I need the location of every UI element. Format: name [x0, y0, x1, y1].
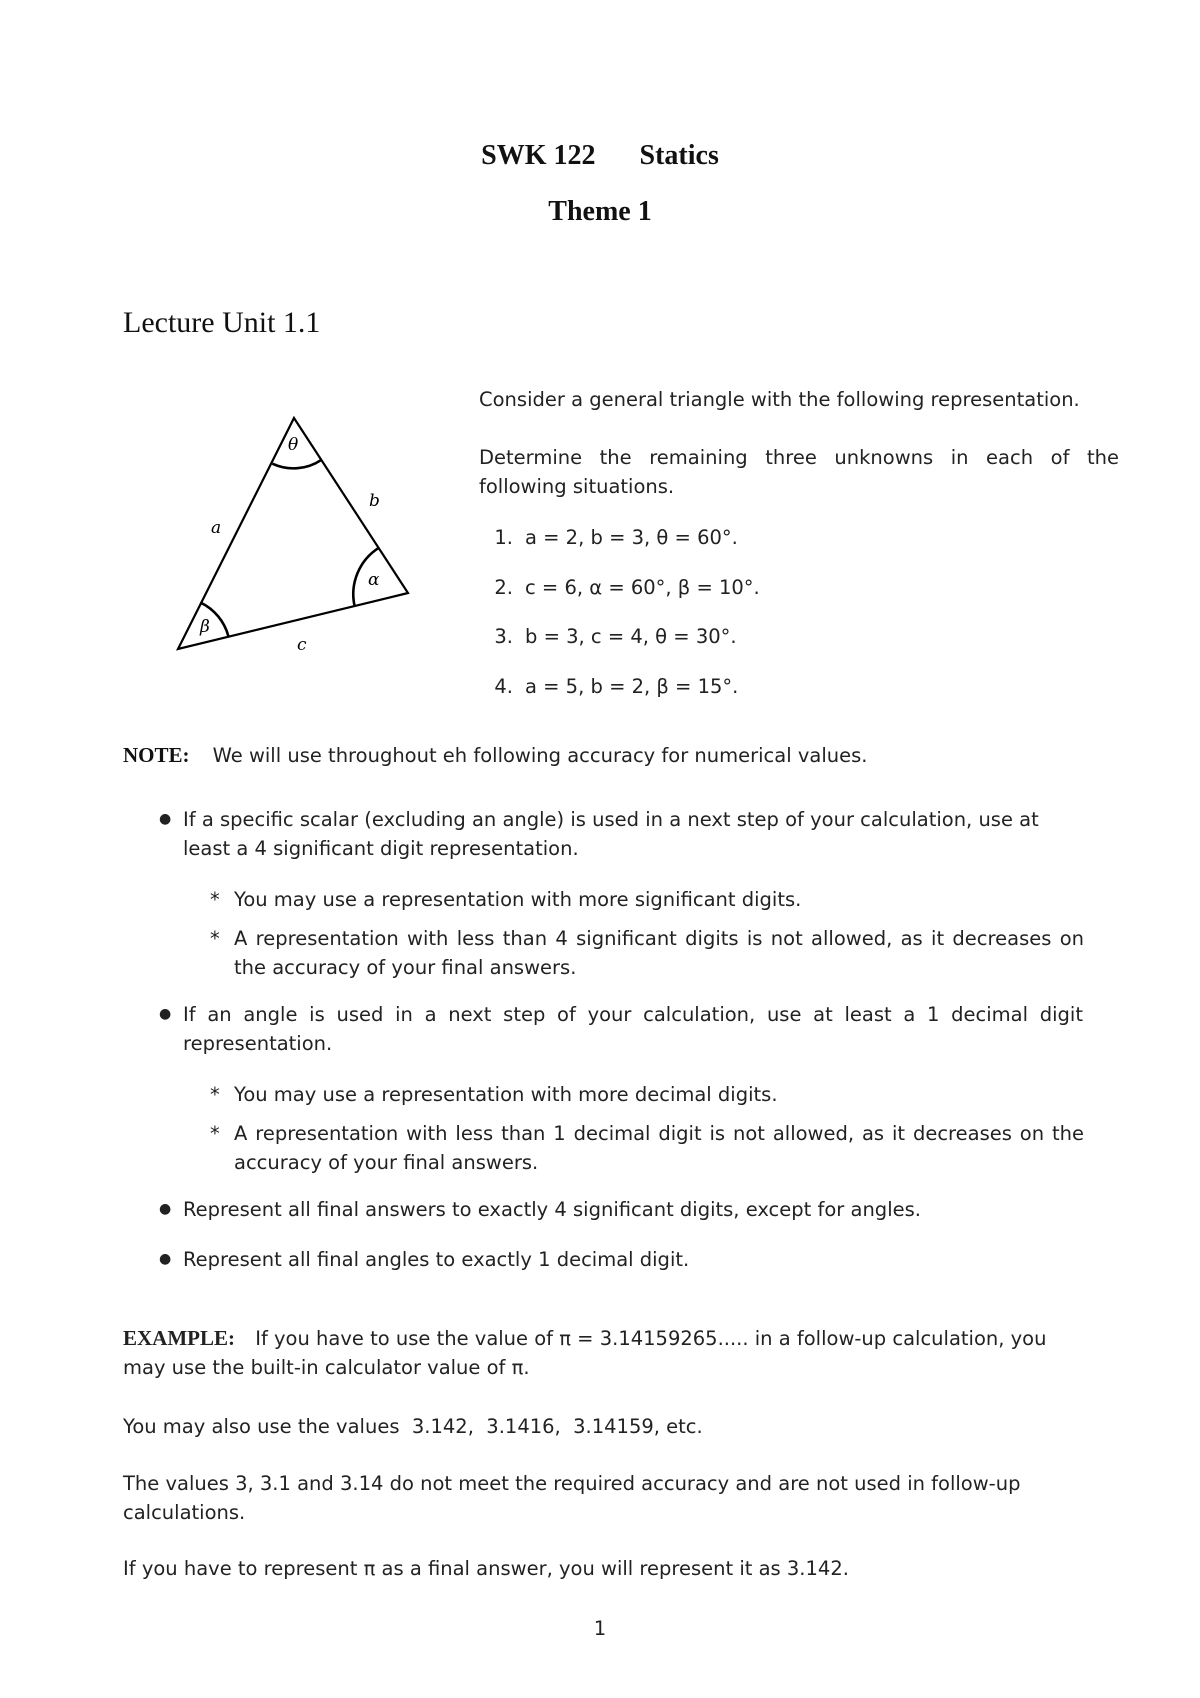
page-number: 1 — [593, 1617, 607, 1640]
situation-text: a = 2, b = 3, θ = 60°. — [525, 526, 738, 549]
asterisk-icon: * — [210, 1083, 220, 1106]
asterisk-icon: * — [210, 927, 220, 950]
rule-text: If an angle is used in a next step of your calculation, use at least a 1 decimal digit representation. — [183, 1003, 1083, 1055]
paragraph: The values 3, 3.1 and 3.14 do not meet the required accuracy and are not used in follow-up calculations. — [123, 1472, 1021, 1524]
rule-subitem — [210, 885, 1084, 914]
triangle-figure — [160, 400, 430, 660]
note-line — [123, 741, 1123, 770]
bullet-icon: ● — [159, 811, 172, 827]
rule-item — [159, 1195, 1083, 1224]
side-a-label: a — [211, 518, 222, 538]
paragraph: If you have to represent π as a final answer, you will represent it as 3.142. — [123, 1557, 849, 1580]
bullet-icon: ● — [159, 1201, 172, 1217]
subitem-text: A representation with less than 4 significant digits is not allowed, as it decreases on the accuracy of your final answers. — [234, 927, 1084, 979]
subitem-text: A representation with less than 1 decimal digit is not allowed, as it decreases on the accuracy of your final answers. — [234, 1122, 1084, 1174]
theta-arc — [272, 460, 321, 468]
situation-text: c = 6, α = 60°, β = 10°. — [525, 576, 760, 599]
rule-subitem — [210, 1119, 1084, 1177]
example-block — [123, 1324, 1083, 1382]
course-name: Statics — [639, 140, 719, 171]
rule-subitem — [210, 1080, 1084, 1109]
theta-label: θ — [288, 435, 299, 455]
paragraph: You may also use the values 3.142, 3.1416, 3.14159, etc. — [123, 1415, 703, 1438]
intro-text: Consider a general triangle with the following representation. — [479, 388, 1080, 411]
rule-subitem — [210, 924, 1084, 982]
rule-item — [159, 1245, 1083, 1274]
situation-item — [479, 523, 1079, 552]
side-c-label: c — [297, 635, 307, 655]
bullet-icon: ● — [159, 1251, 172, 1267]
beta-label: β — [200, 617, 210, 637]
rule-text: Represent all final angles to exactly 1 decimal digit. — [183, 1248, 690, 1271]
note-text: We will use throughout eh following accuracy for numerical values. — [212, 744, 868, 767]
rule-item — [159, 805, 1083, 863]
situation-number: 3. — [494, 625, 513, 648]
situation-item — [479, 672, 1079, 701]
note-label: NOTE: — [123, 743, 190, 767]
example-text: If you have to use the value of π = 3.14159265..... in a follow-up calculation, you may use the built-in calculator value of π. — [123, 1327, 1047, 1379]
rule-item — [159, 1000, 1083, 1058]
situation-item — [479, 622, 1079, 651]
course-code: SWK 122 — [481, 140, 596, 171]
section-title: Lecture Unit 1.1 — [123, 306, 321, 339]
task-text: Determine the remaining three unknowns in each of the following situations. — [479, 446, 1119, 498]
side-b-label: b — [369, 491, 380, 511]
situation-item — [479, 573, 1079, 602]
situation-number: 2. — [494, 576, 513, 599]
subitem-text: You may use a representation with more decimal digits. — [234, 1083, 778, 1106]
situation-text: a = 5, b = 2, β = 15°. — [525, 675, 739, 698]
subitem-text: You may use a representation with more significant digits. — [234, 888, 802, 911]
situation-number: 1. — [494, 526, 513, 549]
rule-text: If a specific scalar (excluding an angle) is used in a next step of your calculation, use at least a 4 significant digit representation. — [183, 808, 1039, 860]
asterisk-icon: * — [210, 1122, 220, 1145]
asterisk-icon: * — [210, 888, 220, 911]
alpha-label: α — [368, 570, 380, 590]
example-label: EXAMPLE: — [123, 1326, 235, 1350]
rule-text: Represent all final answers to exactly 4 significant digits, except for angles. — [183, 1198, 921, 1221]
situation-text: b = 3, c = 4, θ = 30°. — [525, 625, 737, 648]
bullet-icon: ● — [159, 1006, 172, 1022]
situation-number: 4. — [494, 675, 513, 698]
course-header — [0, 140, 1200, 172]
theme-title: Theme 1 — [548, 196, 652, 227]
